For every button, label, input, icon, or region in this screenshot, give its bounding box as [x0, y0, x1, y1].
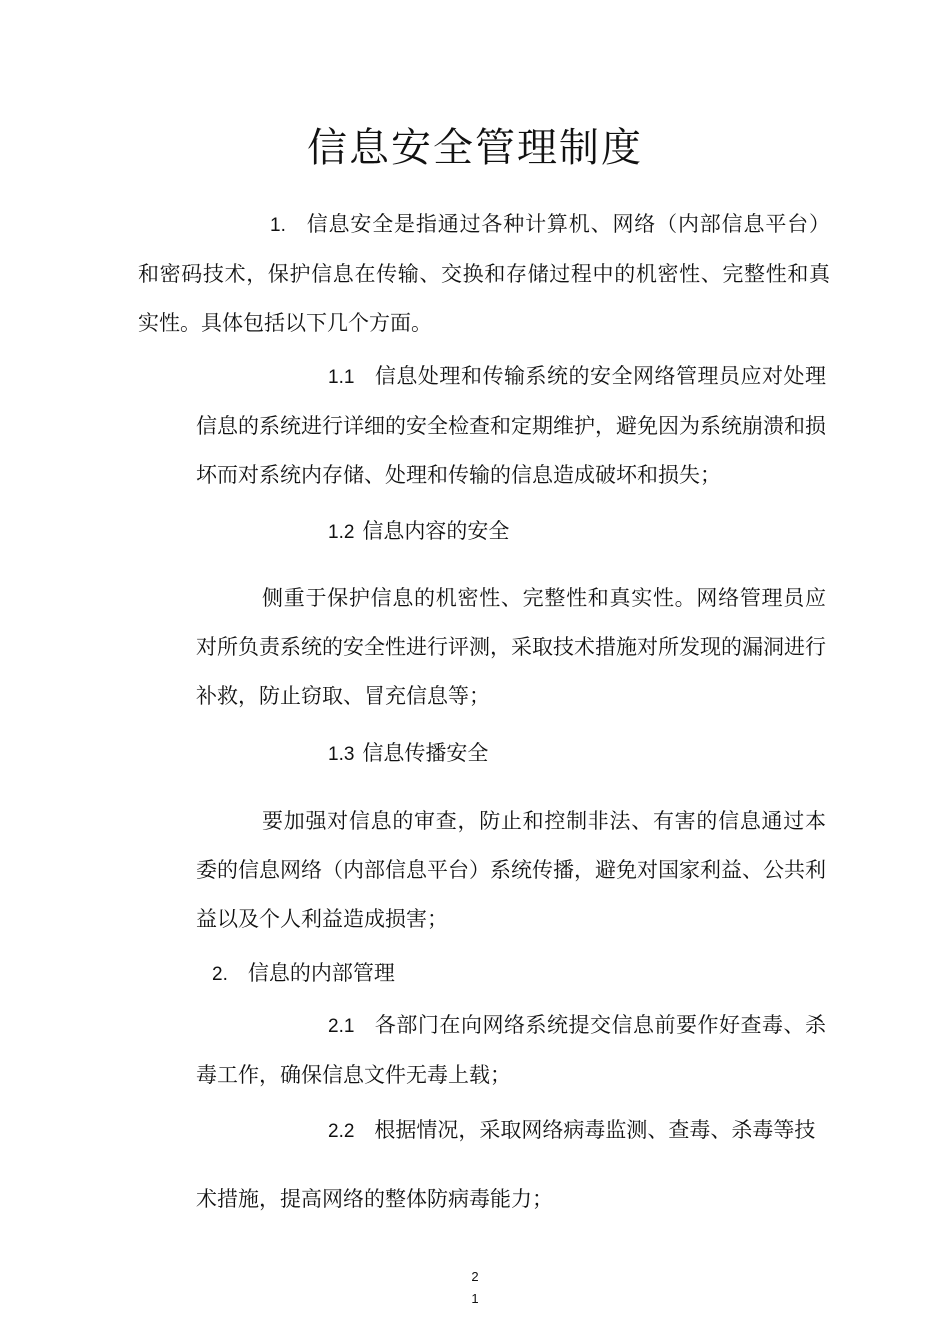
section-1-3-number: 1.3 [328, 744, 355, 765]
section-1-2-body-text: 侧重于保护信息的机密性、完整性和真实性。网络管理员应对所负责系统的安全性进行评测，采取技术措施对所发现的漏洞进行补救，防止窃取、冒充信息等； [196, 586, 826, 708]
paragraph-2-2-continued-text: 术措施，提高网络的整体防病毒能力； [196, 1187, 553, 1211]
paragraph-2-1 [196, 1001, 826, 1100]
section-1-3-body [196, 797, 826, 944]
paragraph-2-2-number: 2.2 [328, 1121, 355, 1142]
paragraph-1-1 [196, 352, 826, 500]
section-1-2-title: 信息内容的安全 [362, 519, 510, 543]
paragraph-2-2 [196, 1106, 826, 1156]
section-1-2-heading [196, 507, 826, 557]
page-number-top: 2 [471, 1269, 479, 1284]
section-1-3-body-text: 要加强对信息的审查，防止和控制非法、有害的信息通过本委的信息网络（内部信息平台）系统传播，避免对国家利益、公共利益以及个人利益造成损害； [196, 809, 826, 931]
paragraph-2-1-text: 各部门在向网络系统提交信息前要作好查毒、杀毒工作，确保信息文件无毒上载； [196, 1013, 826, 1087]
paragraph-1-1-number: 1.1 [328, 367, 355, 388]
paragraph-1-text: 信息安全是指通过各种计算机、网络（内部信息平台）和密码技术，保护信息在传输、交换和存储过程中的机密性、完整性和真实性。具体包括以下几个方面。 [138, 212, 830, 335]
paragraph-2-2-continued [196, 1175, 826, 1224]
page-number-bottom: 1 [471, 1291, 479, 1306]
section-1-2-number: 1.2 [328, 522, 355, 543]
section-1-2-body [196, 574, 826, 721]
paragraph-2-number: 2. [212, 964, 228, 985]
paragraph-1-1-text: 信息处理和传输系统的安全网络管理员应对处理信息的系统进行详细的安全检查和定期维护，避免因为系统崩溃和损坏而对系统内存储、处理和传输的信息造成破坏和损失； [196, 364, 826, 487]
paragraph-2-1-number: 2.1 [328, 1016, 355, 1037]
paragraph-1-number: 1. [270, 215, 286, 236]
paragraph-2-text: 信息的内部管理 [247, 961, 395, 985]
paragraph-2-2-text: 根据情况，采取网络病毒监测、查毒、杀毒等技 [374, 1118, 816, 1142]
section-1-3-title: 信息传播安全 [362, 741, 489, 765]
paragraph-1 [138, 200, 830, 348]
paragraph-2 [196, 949, 826, 999]
document-title: 信息安全管理制度 [307, 125, 643, 171]
section-1-3-heading [196, 729, 826, 779]
